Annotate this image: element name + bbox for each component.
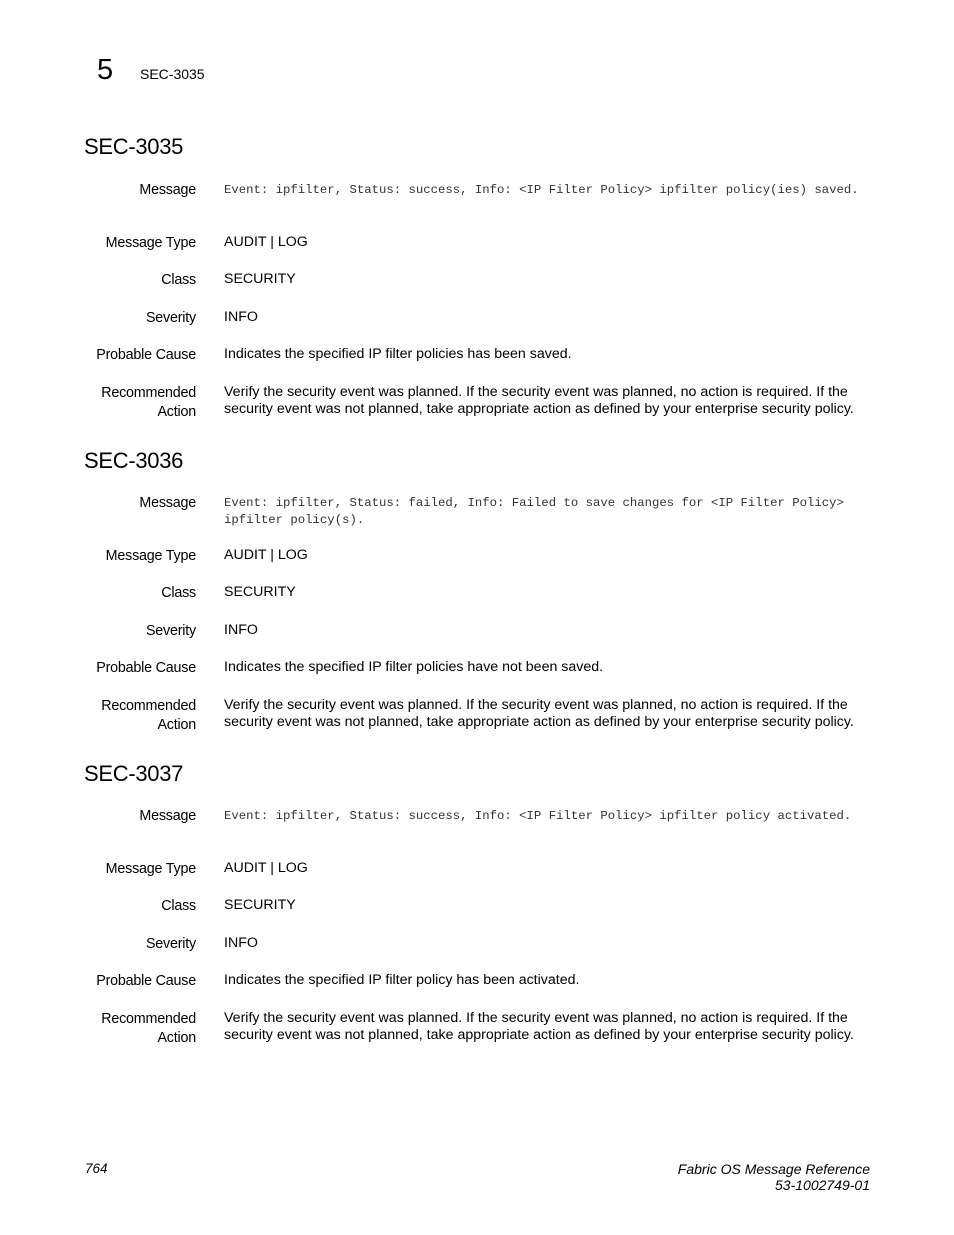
message-label: Message [139,495,196,511]
chapter-number: 5 [97,54,114,86]
message-text: Event: ipfilter, Status: success, Info: <IP Filter Policy> ipfilter policy(ies) saved. [224,183,859,197]
message-type-value: AUDIT | LOG [224,860,308,876]
message-label: Message [139,808,196,824]
message-text: Event: ipfilter, Status: failed, Info: Failed to save changes for <IP Filter Policy> ipfilter policy(s). [224,496,844,527]
recommended-label-line2: Action [157,404,196,420]
footer-doc-number: 53-1002749-01 [775,1177,870,1193]
footer-doc-info [678,1161,870,1193]
severity-label: Severity [145,936,196,952]
message-type-value: AUDIT | LOG [224,234,308,250]
severity-value: INFO [224,622,258,638]
recommended-action-label [84,384,196,422]
recommended-action-value: Verify the security event was planned. If the security event was planned, no action is required. If the security event was not planned, take appropriate action as defined by your enterprise security policy. [224,697,854,730]
recommended-label-line1: Recommended [101,385,196,401]
probable-cause-label: Probable Cause [96,660,196,676]
message-type-label: Message Type [105,548,196,564]
class-value: SECURITY [224,897,296,913]
footer-doc-title: Fabric OS Message Reference [677,1161,870,1177]
class-label: Class [161,898,196,914]
message-label: Message [139,182,196,198]
recommended-action-label [84,697,196,735]
probable-cause-value: Indicates the specified IP filter policy has been activated. [224,972,580,988]
recommended-label-line1: Recommended [101,698,196,714]
entry-title: SEC-3035 [84,134,184,159]
recommended-action-value: Verify the security event was planned. If the security event was planned, no action is required. If the security event was not planned, take appropriate action as defined by your enterprise security policy. [224,1010,854,1043]
recommended-action-label [84,1010,196,1048]
recommended-label-line2: Action [157,717,196,733]
class-label: Class [161,585,196,601]
page-number: 764 [85,1161,108,1176]
recommended-label-line2: Action [157,1030,196,1046]
class-label: Class [161,272,196,288]
severity-value: INFO [224,309,258,325]
severity-label: Severity [145,310,196,326]
probable-cause-value: Indicates the specified IP filter policies have not been saved. [224,659,604,675]
message-text: Event: ipfilter, Status: success, Info: <IP Filter Policy> ipfilter policy activated. [224,809,852,823]
severity-label: Severity [145,623,196,639]
message-type-label: Message Type [105,235,196,251]
recommended-action-value: Verify the security event was planned. If the security event was planned, no action is required. If the security event was not planned, take appropriate action as defined by your enterprise security policy. [224,384,854,417]
probable-cause-label: Probable Cause [96,347,196,363]
class-value: SECURITY [224,584,296,600]
entry-title: SEC-3037 [84,761,184,786]
message-type-label: Message Type [105,861,196,877]
running-header-title: SEC-3035 [140,66,205,82]
entry-title: SEC-3036 [84,448,184,473]
severity-value: INFO [224,935,258,951]
message-type-value: AUDIT | LOG [224,547,308,563]
probable-cause-value: Indicates the specified IP filter policies has been saved. [224,346,572,362]
recommended-label-line1: Recommended [101,1011,196,1027]
probable-cause-label: Probable Cause [96,973,196,989]
class-value: SECURITY [224,271,296,287]
